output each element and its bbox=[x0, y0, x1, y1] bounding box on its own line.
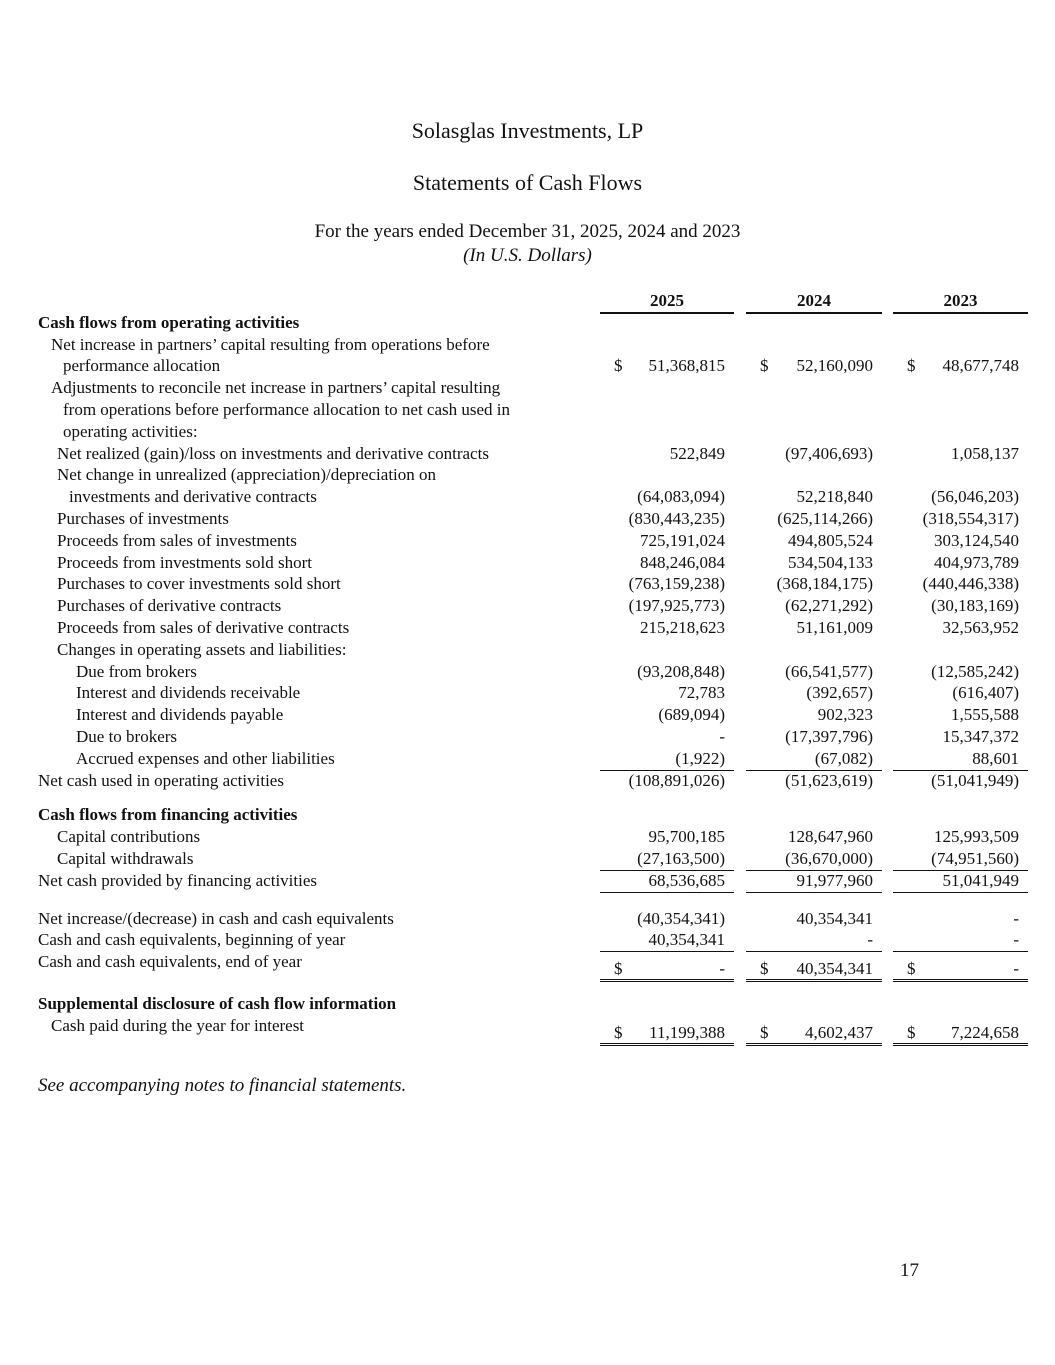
value-cell: 848,246,084 bbox=[640, 552, 725, 572]
value-cell: (625,114,266) bbox=[777, 508, 873, 528]
line-item-label: Net change in unrealized (appreciation)/depreciation on bbox=[57, 465, 437, 485]
dollar-sign: $ bbox=[760, 1022, 769, 1042]
value-cell: 404,973,789 bbox=[934, 552, 1019, 572]
value-cell: (64,083,094) bbox=[637, 487, 725, 507]
value-cell: 88,601 bbox=[972, 748, 1019, 768]
year-header-cell: 2023 bbox=[893, 290, 1028, 314]
value-cell: 128,647,960 bbox=[788, 827, 873, 847]
table-row: Accrued expenses and other liabilities (1,922) (67,082) 88,601 bbox=[38, 748, 1038, 770]
value-cell: 91,977,960 bbox=[796, 870, 873, 890]
dollar-sign: $ bbox=[614, 356, 623, 376]
value-cell: 40,354,341 bbox=[796, 959, 873, 979]
table-row: Cash paid during the year for interest $ 11,199,388 $ 4,602,437 $ 7,224,658 bbox=[38, 1015, 1038, 1037]
value-cell: 4,602,437 bbox=[805, 1022, 873, 1042]
value-cell: (93,208,848) bbox=[637, 661, 725, 681]
value-cell: 51,368,815 bbox=[648, 356, 725, 376]
value-cell: 95,700,185 bbox=[648, 827, 725, 847]
value-cell: 725,191,024 bbox=[640, 530, 725, 550]
value-cell: (197,925,773) bbox=[628, 596, 725, 616]
value-cell: (318,554,317) bbox=[922, 508, 1019, 528]
section-heading-operating: Cash flows from operating activities bbox=[38, 312, 300, 332]
table-row: Interest and dividends receivable 72,783 (392,657) (616,407) bbox=[76, 683, 1019, 703]
dollar-sign: $ bbox=[760, 959, 769, 979]
table-row: investments and derivative contracts (64,083,094) 52,218,840 (56,046,203) bbox=[69, 487, 1019, 507]
section-heading-supplemental: Supplemental disclosure of cash flow information bbox=[38, 994, 397, 1014]
line-item-label: from operations before performance allocation to net cash used in bbox=[63, 399, 511, 419]
value-cell: - bbox=[719, 726, 725, 746]
dollar-sign: $ bbox=[907, 959, 916, 979]
value-cell: 125,993,509 bbox=[934, 827, 1019, 847]
page-number: 17 bbox=[900, 1260, 919, 1281]
value-cell: 40,354,341 bbox=[648, 930, 725, 950]
table-row: Due to brokers - (17,397,796) 15,347,372 bbox=[76, 726, 1019, 746]
value-cell: - bbox=[1013, 959, 1019, 979]
value-cell: (108,891,026) bbox=[628, 770, 725, 790]
value-cell: 11,199,388 bbox=[649, 1022, 725, 1042]
value-cell: 522,849 bbox=[669, 443, 725, 463]
cash-flow-table bbox=[38, 290, 1038, 1042]
value-cell: 534,504,133 bbox=[788, 552, 873, 572]
table-row: Cash and cash equivalents, end of year $ - $ 40,354,341 $ - bbox=[38, 951, 1038, 977]
dollar-sign: $ bbox=[907, 356, 916, 376]
value-cell: (36,670,000) bbox=[785, 848, 873, 868]
value-cell: - bbox=[1013, 908, 1019, 928]
table-row: performance allocation $ 51,368,815 $ 52,160,090 $ 48,677,748 bbox=[63, 356, 1019, 376]
table-row: Purchases of derivative contracts (197,925,773) (62,271,292) (30,183,169) bbox=[57, 596, 1019, 616]
value-cell: (689,094) bbox=[658, 705, 725, 725]
dollar-sign: $ bbox=[760, 356, 769, 376]
table-row: Purchases of investments (830,443,235) (625,114,266) (318,554,317) bbox=[57, 508, 1019, 528]
value-cell: 48,677,748 bbox=[942, 356, 1019, 376]
table-row: Proceeds from sales of investments 725,191,024 494,805,524 303,124,540 bbox=[57, 530, 1019, 550]
total-row-operating: Net cash used in operating activities (108,891,026) (51,623,619) (51,041,949) bbox=[38, 770, 1019, 790]
footnote: See accompanying notes to financial statements. bbox=[38, 1075, 407, 1096]
value-cell: 1,058,137 bbox=[951, 443, 1019, 463]
value-cell: (440,446,338) bbox=[922, 574, 1019, 594]
table-row: Net increase/(decrease) in cash and cash equivalents (40,354,341) 40,354,341 - bbox=[38, 908, 1019, 928]
line-item-label: operating activities: bbox=[63, 421, 198, 441]
value-cell: (40,354,341) bbox=[637, 908, 725, 928]
table-row: Net realized (gain)/loss on investments and derivative contracts 522,849 (97,406,693) 1,058,137 bbox=[57, 443, 1019, 463]
value-cell: - bbox=[867, 930, 873, 950]
value-cell: 215,218,623 bbox=[640, 617, 725, 637]
value-cell: (51,623,619) bbox=[785, 770, 873, 790]
value-cell: (616,407) bbox=[952, 683, 1019, 703]
statement-title: Statements of Cash Flows bbox=[412, 170, 643, 195]
table-row: Proceeds from investments sold short 848,246,084 534,504,133 404,973,789 bbox=[57, 552, 1019, 572]
value-cell: (30,183,169) bbox=[931, 596, 1019, 616]
value-cell: 40,354,341 bbox=[796, 908, 873, 928]
value-cell: (66,541,577) bbox=[785, 661, 873, 681]
value-cell: (17,397,796) bbox=[785, 726, 873, 746]
value-cell: - bbox=[719, 959, 725, 979]
value-cell: 52,160,090 bbox=[796, 356, 873, 376]
value-cell: 52,218,840 bbox=[796, 487, 873, 507]
value-cell: (27,163,500) bbox=[637, 848, 725, 868]
table-row: Capital withdrawals (27,163,500) (36,670,000) (74,951,560) bbox=[38, 848, 1038, 870]
value-cell: - bbox=[1013, 930, 1019, 950]
section-heading-financing: Cash flows from financing activities bbox=[38, 805, 298, 825]
value-cell: (763,159,238) bbox=[628, 574, 725, 594]
currency-caption: (In U.S. Dollars) bbox=[463, 245, 592, 266]
value-cell: (1,922) bbox=[675, 748, 725, 768]
table-row: Capital contributions 95,700,185 128,647,960 125,993,509 bbox=[57, 827, 1019, 847]
value-cell: 51,161,009 bbox=[796, 617, 873, 637]
company-name: Solasglas Investments, LP bbox=[411, 118, 644, 143]
line-item-label: Net increase in partners’ capital resulting from operations before bbox=[51, 334, 490, 354]
value-cell: (392,657) bbox=[806, 683, 873, 703]
table-row: Due from brokers (93,208,848) (66,541,577) (12,585,242) bbox=[76, 661, 1019, 681]
value-cell: 72,783 bbox=[678, 683, 725, 703]
total-row-financing: Net cash provided by financing activities 68,536,685 91,977,960 51,041,949 bbox=[38, 870, 1038, 892]
dollar-sign: $ bbox=[614, 959, 623, 979]
value-cell: 32,563,952 bbox=[942, 617, 1019, 637]
value-cell: 902,323 bbox=[817, 705, 873, 725]
line-item-label: Changes in operating assets and liabilities: bbox=[57, 639, 347, 659]
value-cell: 68,536,685 bbox=[648, 870, 725, 890]
table-row: Cash and cash equivalents, beginning of year 40,354,341 - - bbox=[38, 929, 1038, 951]
value-cell: (74,951,560) bbox=[931, 848, 1019, 868]
value-cell: 303,124,540 bbox=[934, 530, 1019, 550]
table-row: Purchases to cover investments sold short (763,159,238) (368,184,175) (440,446,338) bbox=[57, 574, 1019, 594]
value-cell: 51,041,949 bbox=[942, 870, 1019, 890]
value-cell: (97,406,693) bbox=[785, 443, 873, 463]
dollar-sign: $ bbox=[907, 1022, 916, 1042]
value-cell: 7,224,658 bbox=[951, 1022, 1019, 1042]
value-cell: 15,347,372 bbox=[942, 726, 1019, 746]
table-row: Interest and dividends payable (689,094) 902,323 1,555,588 bbox=[76, 705, 1019, 725]
year-header-cell: 2024 bbox=[746, 290, 882, 314]
value-cell: (67,082) bbox=[814, 748, 873, 768]
table-row: Proceeds from sales of derivative contracts 215,218,623 51,161,009 32,563,952 bbox=[57, 617, 1019, 637]
value-cell: 1,555,588 bbox=[951, 705, 1019, 725]
value-cell: 494,805,524 bbox=[788, 530, 873, 550]
value-cell: (62,271,292) bbox=[785, 596, 873, 616]
line-item-label: Adjustments to reconcile net increase in partners’ capital resulting bbox=[51, 378, 501, 398]
value-cell: (830,443,235) bbox=[628, 508, 725, 528]
year-header-cell: 2025 bbox=[600, 290, 734, 314]
value-cell: (56,046,203) bbox=[931, 487, 1019, 507]
year-header-row bbox=[38, 290, 1038, 312]
period-caption: For the years ended December 31, 2025, 2024 and 2023 bbox=[314, 221, 741, 242]
value-cell: (51,041,949) bbox=[931, 770, 1019, 790]
dollar-sign: $ bbox=[614, 1022, 623, 1042]
value-cell: (368,184,175) bbox=[776, 574, 873, 594]
value-cell: (12,585,242) bbox=[931, 661, 1019, 681]
